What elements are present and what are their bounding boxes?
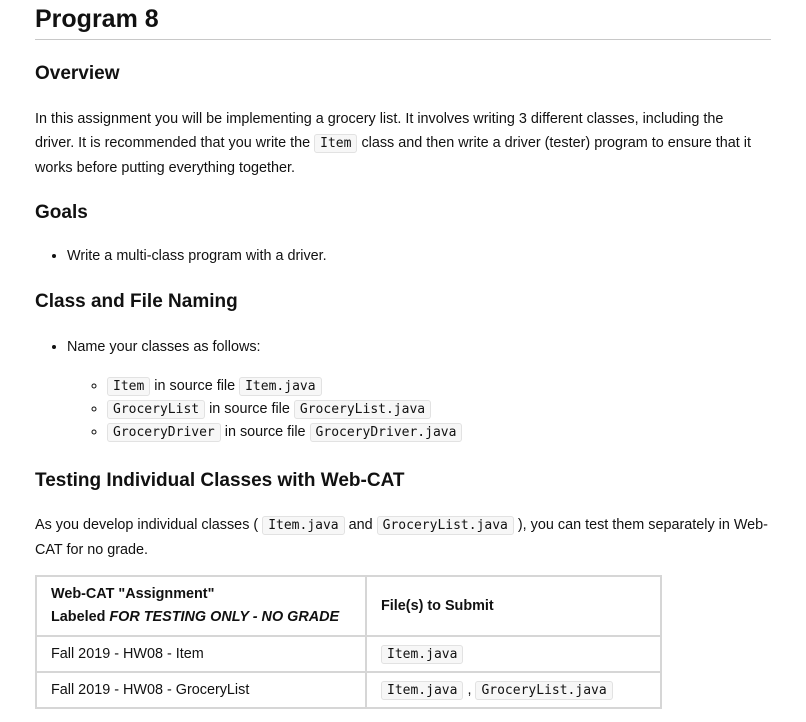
assignment-cell: Fall 2019 - HW08 - Item: [36, 636, 366, 672]
header-assignment: [36, 576, 366, 636]
connector-text: in source file: [150, 378, 240, 394]
header-assignment-line1: Web-CAT "Assignment": [51, 586, 215, 602]
file-name-code: GroceryList.java: [294, 400, 431, 419]
file-naming-item: [107, 375, 462, 398]
testing-text-2: and: [344, 517, 377, 533]
header-assignment-emphasis: FOR TESTING ONLY - NO GRADE: [109, 609, 340, 625]
table-header-row: [36, 576, 661, 636]
naming-heading: Class and File Naming: [35, 291, 238, 312]
testing-text-1: As you develop individual classes (: [35, 517, 263, 533]
testing-heading: Testing Individual Classes with Web-CAT: [35, 470, 405, 491]
header-files: File(s) to Submit: [366, 576, 661, 636]
header-assignment-prefix: Labeled: [51, 609, 110, 625]
overview-text-before: In this assignment you will be implementing a grocery list. It involves writing 3 different classes, including the driver. It is recommended that you write the: [35, 111, 724, 151]
overview-text-after: class and then write a driver (tester) program to ensure that it works before putting everything together.: [35, 135, 751, 176]
naming-intro: • Name your classes as follows:: [67, 335, 261, 359]
class-name-code: Item: [107, 377, 150, 396]
overview-heading: Overview: [35, 63, 120, 84]
connector-text: in source file: [205, 401, 294, 417]
testing-text-3: ), you can test them separately in Web-CAT for no grade.: [35, 517, 768, 558]
naming-list: [35, 335, 261, 359]
files-cell: [366, 672, 661, 708]
page-title: Program 8: [35, 0, 771, 40]
file-code: Item.java: [381, 681, 463, 700]
table-row: [36, 672, 661, 708]
connector-text: in source file: [220, 424, 310, 440]
class-name-code: GroceryList: [107, 400, 205, 419]
files-cell: [366, 636, 661, 672]
testing-code-item: Item.java: [262, 516, 344, 535]
file-naming-item: [107, 421, 462, 444]
file-naming-list: [67, 375, 462, 444]
file-name-code: Item.java: [239, 377, 321, 396]
overview-paragraph: [35, 107, 765, 180]
goals-list-item: • Write a multi-class program with a driver.: [67, 244, 327, 268]
testing-code-grocerylist: GroceryList.java: [377, 516, 514, 535]
assignment-cell: Fall 2019 - HW08 - GroceryList: [36, 672, 366, 708]
file-code: GroceryList.java: [475, 681, 612, 700]
webcat-assignments-table: [35, 575, 662, 709]
class-name-code: GroceryDriver: [107, 423, 221, 442]
testing-paragraph: [35, 513, 771, 562]
file-code: Item.java: [381, 645, 463, 664]
table-row: [36, 636, 661, 672]
file-separator: ,: [463, 682, 476, 698]
document-page: [35, 0, 771, 698]
goals-heading: Goals: [35, 202, 88, 223]
file-naming-item: [107, 398, 462, 421]
overview-code-item: Item: [314, 134, 357, 153]
goals-list: [35, 244, 327, 268]
file-name-code: GroceryDriver.java: [310, 423, 463, 442]
